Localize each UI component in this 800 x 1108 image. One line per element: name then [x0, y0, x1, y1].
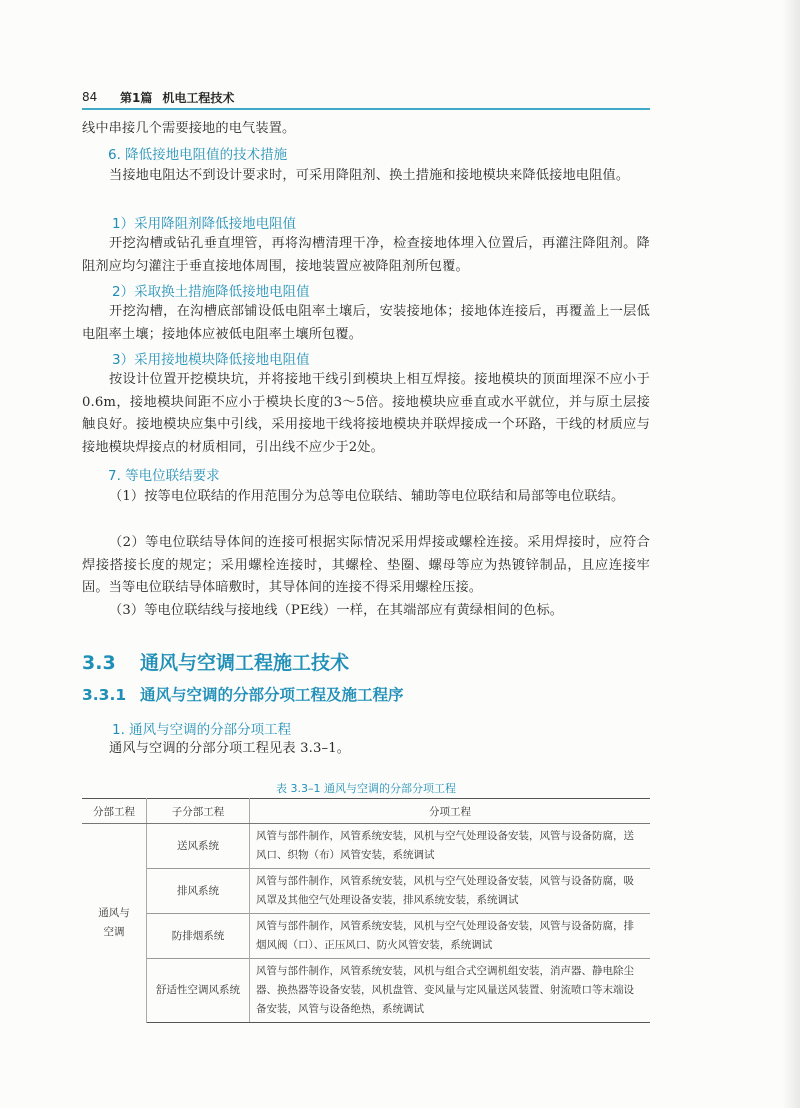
- table-row: [82, 869, 650, 914]
- running-header: [82, 86, 650, 108]
- items-cell: 风管与部件制作，风管系统安装，风机与组合式空调机组安装，消声器、静电除尘器、换热器等设备安装，风机盘管、变风量与定风量送风装置、射流喷口等末端设备安装，风管与设备绝热，系统调试: [250, 959, 651, 1023]
- paragraph-soil-replacement: 开挖沟槽，在沟槽底部铺设低电阻率土壤后，安装接地体；接地体连接后，再覆盖上一层低电阻率土壤；接地体应被低电阻率土壤所包覆。: [82, 304, 650, 342]
- subdivision-cell: 排风系统: [147, 869, 250, 914]
- subdivision-cell: 送风系统: [147, 824, 250, 869]
- page-edge-shadow: [782, 0, 800, 1108]
- items-cell: 风管与部件制作，风管系统安装，风机与空气处理设备安装，风管与设备防腐，吸风罩及其他空气处理设备安装，排风系统安装，系统调试: [250, 869, 651, 914]
- works-table: [82, 798, 650, 1023]
- heading-ventilation-works: 1. 通风与空调的分部分项工程: [112, 722, 292, 738]
- subdivision-cell: 防排烟系统: [147, 914, 250, 959]
- part-title: 机电工程技术: [162, 90, 235, 105]
- subsection-number: 3.3.1: [82, 686, 127, 704]
- heading-grounding-measures: 6. 降低接地电阻值的技术措施: [108, 147, 288, 163]
- col-header-division: 分部工程: [82, 799, 147, 824]
- paragraph-equipotential-3: （3）等电位联结线与接地线（PE线）一样，在其端部应有黄绿相间的色标。: [109, 603, 564, 618]
- items-cell: 风管与部件制作，风管系统安装，风机与空气处理设备安装，风管与设备防腐，排烟风阀（口）、正压风口、防火风管安装，系统调试: [250, 914, 651, 959]
- table-row: [82, 959, 650, 1023]
- header-divider: [82, 108, 650, 110]
- section-number: 3.3: [82, 652, 116, 674]
- col-header-subdivision: 子分部工程: [147, 799, 250, 824]
- col-header-items: 分项工程: [250, 799, 651, 824]
- heading-equipotential: 7. 等电位联结要求: [108, 468, 220, 484]
- section-heading-3-3: [82, 648, 349, 675]
- table-row: [82, 914, 650, 959]
- paragraph-continued: 线中串接几个需要接地的电气装置。: [82, 121, 296, 136]
- table-caption: 表 3.3–1 通风与空调的分部分项工程: [276, 782, 456, 795]
- heading-grounding-module: 3）采用接地模块降低接地电阻值: [112, 352, 310, 368]
- heading-soil-replacement: 2）采取换土措施降低接地电阻值: [112, 284, 310, 300]
- paragraph-equipotential-1: （1）按等电位联结的作用范围分为总等电位联结、辅助等电位联结和局部等电位联结。: [109, 489, 625, 504]
- subsection-heading-3-3-1: [82, 683, 404, 705]
- table-header-row: [82, 799, 650, 824]
- paragraph-grounding-module: 按设计位置开挖模块坑，并将接地干线引到模块上相互焊接。接地模块的顶面埋深不应小于0.6m，接地模块间距不应小于模块长度的3～5倍。接地模块应垂直或水平就位，并与原土层接触良好。接地模块应集中引线，采用接地干线将接地模块并联焊接成一个环路，干线的材质应与接地模块焊接点的材质相同，引出线不应少于2处。: [82, 372, 650, 455]
- paragraph-table-intro: 通风与空调的分部分项工程见表 3.3–1。: [109, 741, 351, 756]
- paragraph-resistance-reducer: 开挖沟槽或钻孔垂直埋管，再将沟槽清理干净，检查接地体埋入位置后，再灌注降阻剂。降阻剂应均匀灌注于垂直接地体周围，接地装置应被降阻剂所包覆。: [82, 236, 650, 274]
- subsection-title: 通风与空调的分部分项工程及施工程序: [140, 686, 404, 704]
- items-cell: 风管与部件制作，风管系统安装，风机与空气处理设备安装，风管与设备防腐，送风口、织物（布）风管安装，系统调试: [250, 824, 651, 869]
- section-title: 通风与空调工程施工技术: [140, 652, 350, 674]
- page-number: 84: [82, 90, 98, 104]
- part-label: 第1篇: [120, 90, 153, 105]
- heading-resistance-reducer: 1）采用降阻剂降低接地电阻值: [112, 216, 297, 232]
- paragraph-grounding-intro: 当接地电阻达不到设计要求时，可采用降阻剂、换土措施和接地模块来降低接地电阻值。: [109, 168, 630, 183]
- paragraph-equipotential-2: （2）等电位联结导体间的连接可根据实际情况采用焊接或螺栓连接。采用焊接时，应符合焊接搭接长度的规定；采用螺栓连接时，其螺栓、垫圈、螺母等应为热镀锌制品，且应连接牢固。当等电位联结导体暗敷时，其导体间的连接不得采用螺栓压接。: [82, 535, 650, 595]
- table-row: [82, 824, 650, 869]
- division-cell: 通风与 空调: [82, 824, 147, 1023]
- subdivision-cell: 舒适性空调风系统: [147, 959, 250, 1023]
